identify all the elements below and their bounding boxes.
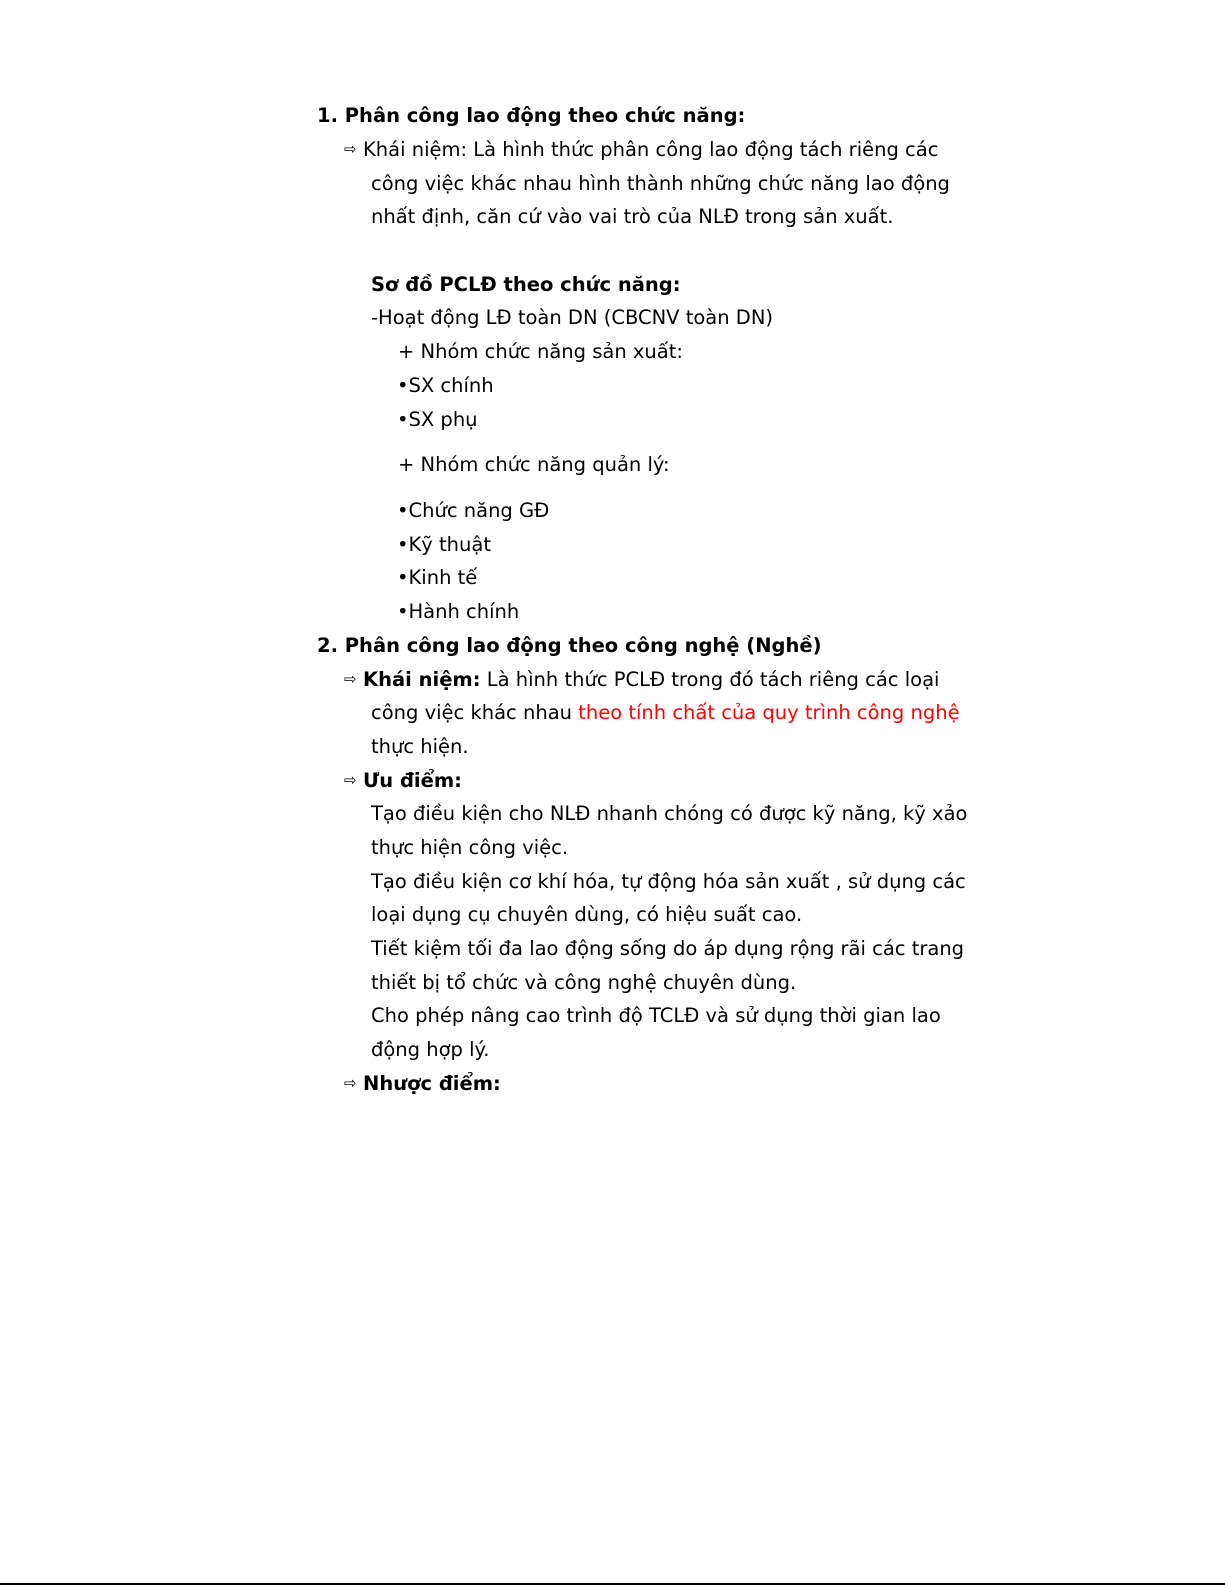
- section1-concept-line3: nhất định, căn cứ vào vai trò của NLĐ trong sản xuất.: [371, 205, 894, 228]
- management-item: •Kỹ thuật: [397, 533, 491, 556]
- advantage-line: thiết bị tổ chức và công nghệ chuyên dùng.: [371, 971, 797, 994]
- production-item: •SX chính: [397, 374, 494, 397]
- section2-concept-line3: thực hiện.: [371, 735, 469, 758]
- management-item: •Hành chính: [397, 600, 520, 623]
- management-item: •Chức năng GĐ: [397, 499, 550, 522]
- section1-concept-line1: ⇨ Khái niệm: Là hình thức phân công lao động tách riêng các: [344, 138, 939, 161]
- right-arrow-icon: ⇨: [344, 771, 357, 789]
- section2-heading: 2. Phân công lao động theo công nghệ (Nghề): [317, 634, 822, 657]
- disadvantages-heading: ⇨ Nhược điểm:: [344, 1072, 501, 1095]
- advantage-line: Cho phép nâng cao trình độ TCLĐ và sử dụng thời gian lao: [371, 1004, 941, 1027]
- advantage-line: động hợp lý.: [371, 1038, 490, 1061]
- management-group: + Nhóm chức năng quản lý:: [398, 453, 670, 476]
- advantage-line: thực hiện công việc.: [371, 836, 569, 859]
- advantage-line: loại dụng cụ chuyên dùng, có hiệu suất cao.: [371, 903, 803, 926]
- right-arrow-icon: ⇨: [344, 670, 357, 688]
- advantage-line: Tạo điều kiện cơ khí hóa, tự động hóa sản xuất , sử dụng các: [371, 870, 966, 893]
- production-group: + Nhóm chức năng sản xuất:: [398, 340, 683, 363]
- advantages-heading: ⇨ Ưu điểm:: [344, 769, 462, 792]
- section2-concept-line2: công việc khác nhau theo tính chất của quy trình công nghệ: [371, 701, 960, 724]
- highlighted-text: theo tính chất của quy trình công nghệ: [578, 701, 960, 724]
- activity-line: -Hoạt động LĐ toàn DN (CBCNV toàn DN): [371, 306, 774, 329]
- advantage-line: Tiết kiệm tối đa lao động sống do áp dụng rộng rãi các trang: [371, 937, 965, 960]
- production-item: •SX phụ: [397, 408, 478, 431]
- section1-heading: 1. Phân công lao động theo chức năng:: [317, 104, 746, 127]
- right-arrow-icon: ⇨: [344, 1074, 357, 1092]
- section2-concept-line1: ⇨ Khái niệm: Là hình thức PCLĐ trong đó tách riêng các loại: [344, 668, 940, 691]
- concept-label: Khái niệm:: [363, 668, 481, 691]
- right-arrow-icon: ⇨: [344, 140, 357, 158]
- section1-concept-line2: công việc khác nhau hình thành những chức năng lao động: [371, 172, 950, 195]
- advantage-line: Tạo điều kiện cho NLĐ nhanh chóng có được kỹ năng, kỹ xảo: [371, 802, 968, 825]
- management-item: •Kinh tế: [397, 566, 478, 589]
- diagram-heading: Sơ đồ PCLĐ theo chức năng:: [371, 273, 681, 296]
